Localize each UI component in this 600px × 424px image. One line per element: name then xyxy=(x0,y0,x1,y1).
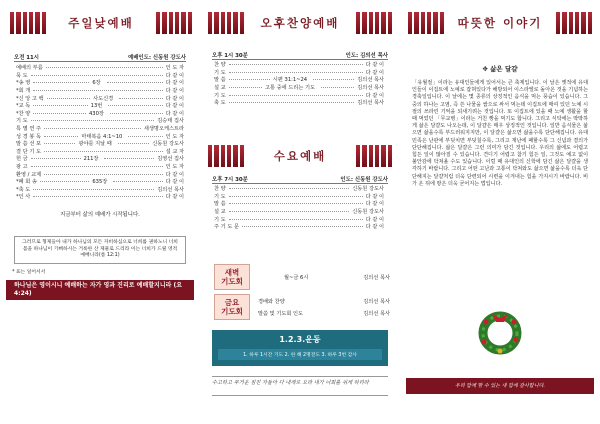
order-item-person: 김의선 목사 xyxy=(157,186,184,193)
sunday-time-row xyxy=(14,53,186,61)
pm-banner xyxy=(208,10,392,36)
order-row xyxy=(214,185,384,193)
leader-dots xyxy=(44,151,163,152)
order-item-name: *회 개 xyxy=(16,88,31,95)
order-item-name: 예배의 부름 xyxy=(16,65,43,72)
leader-dots xyxy=(313,79,354,80)
order-row xyxy=(214,208,384,216)
story-banner xyxy=(408,10,592,36)
sunday-title: 주일낮예배 xyxy=(64,15,138,31)
flower-icon-left: ✥ xyxy=(482,65,491,73)
leader-dots xyxy=(33,82,89,83)
order-item-name: 찬 양 xyxy=(214,186,226,193)
order-item-name: 광 고 xyxy=(16,164,28,171)
banner-stripes-right xyxy=(156,12,192,34)
order-row xyxy=(16,87,184,95)
leader-dots xyxy=(118,143,149,144)
order-item-name: *축 도 xyxy=(16,186,31,193)
leader-dots xyxy=(229,188,350,189)
order-item-name: 특 별 연 주 xyxy=(16,126,41,133)
banner-stripes-left xyxy=(208,145,244,167)
movement-text: 1. 하루 1시간 기도 2. 한 해 2명전도 3. 하루 3번 감사 xyxy=(218,349,382,360)
banner-stripes-left xyxy=(208,12,244,34)
order-item-name: 환영 / 교제 xyxy=(16,171,42,178)
leader-dots xyxy=(229,79,270,80)
order-row xyxy=(16,79,184,87)
order-row xyxy=(214,91,384,99)
order-row xyxy=(16,110,184,118)
order-row xyxy=(214,193,384,201)
order-item-name: 기 도 xyxy=(214,92,226,99)
leader-dots xyxy=(104,158,154,159)
order-item-person: 다 같 이 xyxy=(165,171,184,178)
wed-leader: 인도: 신동원 강도사 xyxy=(340,177,388,183)
order-item-name: 설 교 xyxy=(214,85,226,92)
order-item-name: 기 도 xyxy=(16,118,28,125)
fri-row2-left: 말씀 및 기도회 인도 xyxy=(258,311,304,317)
leader-dots xyxy=(33,90,162,91)
movement-box xyxy=(212,330,388,366)
wed-banner xyxy=(208,143,392,169)
order-item-detail: 광야를 지날 때 xyxy=(78,141,112,148)
fri-label-2: 기도회 xyxy=(221,307,243,316)
order-row xyxy=(214,61,384,69)
order-item-name: *신 앙 고 백 xyxy=(16,95,44,102)
wed-divider xyxy=(212,183,388,184)
leader-dots xyxy=(229,95,363,96)
order-item-person: 다 같 이 xyxy=(365,193,384,200)
wed-time-row xyxy=(212,175,388,183)
leader-dots xyxy=(229,196,363,197)
order-item-person: 인 도 자 xyxy=(165,133,184,140)
pm-leader: 인도: 김의선 목사 xyxy=(345,53,388,59)
order-item-detail: 마태복음 4:1~10 xyxy=(81,133,123,140)
leader-dots xyxy=(31,75,163,76)
banner-stripes-right xyxy=(356,12,392,34)
order-item-person: 신동원 강도사 xyxy=(152,141,184,148)
order-item-detail: 시편 31:1~24 xyxy=(272,77,308,84)
leader-dots xyxy=(47,98,91,99)
dawn-prayer-row xyxy=(284,274,390,281)
sunday-order-list xyxy=(16,64,184,201)
order-item-person: 다 같 이 xyxy=(165,179,185,186)
order-item-detail: 13번 xyxy=(90,103,103,110)
order-row xyxy=(214,76,384,84)
leader-dots xyxy=(44,174,163,175)
column-sunday-service xyxy=(0,0,200,424)
order-item-person: 다 같 이 xyxy=(165,110,184,117)
order-item-detail: 211장 xyxy=(83,156,99,163)
order-item-person: 신동원 강도사 xyxy=(352,186,384,193)
order-item-person: 다 같 이 xyxy=(165,80,185,87)
order-item-person: 설 교 자 xyxy=(165,148,184,155)
leader-dots xyxy=(107,82,163,83)
order-row xyxy=(16,148,184,156)
order-item-person: 인 도 자 xyxy=(165,164,184,171)
leader-dots xyxy=(33,189,154,190)
order-item-name: 기 도 xyxy=(214,193,226,200)
order-item-name: 찬 양 xyxy=(214,62,226,69)
order-item-person: 다 같 이 xyxy=(365,69,384,76)
order-item-detail: 사도신경 xyxy=(93,95,114,102)
leader-dots xyxy=(110,113,163,114)
order-row xyxy=(16,64,184,72)
order-row xyxy=(16,132,184,140)
order-row xyxy=(16,140,184,148)
leader-dots xyxy=(33,196,162,197)
leader-dots xyxy=(119,98,163,99)
fri-row2-who: 김의선 목사 xyxy=(363,311,390,317)
order-item-name: 성 경 봉 독 xyxy=(16,133,41,140)
leader-dots xyxy=(44,143,75,144)
order-item-person: 다 같 이 xyxy=(165,95,185,102)
order-item-name: 기 도 xyxy=(214,216,226,223)
order-row xyxy=(16,170,184,178)
order-row xyxy=(16,178,184,186)
leader-dots xyxy=(229,219,363,220)
story-header: 따뜻한 이야기 xyxy=(454,15,547,31)
leader-dots xyxy=(229,87,262,88)
friday-row-1 xyxy=(258,298,390,305)
order-item-person: 다 같 이 xyxy=(365,92,384,99)
dawn-label-2: 기도회 xyxy=(221,277,243,286)
leader-dots xyxy=(33,105,87,106)
story-bottom-band: 우리 함께 할 수 있는 새 힘에 감사합니다. xyxy=(406,378,594,394)
fri-row1-left: 경배와 찬양 xyxy=(258,299,285,305)
order-row xyxy=(214,200,384,208)
order-item-person: 새생명오케스트라 xyxy=(143,126,184,133)
order-row xyxy=(16,193,184,201)
order-item-person: 다 같 이 xyxy=(365,201,384,208)
order-item-name: 묵 도 xyxy=(16,72,28,79)
order-item-person: 다 같 이 xyxy=(365,216,384,223)
sunday-banner xyxy=(10,10,192,36)
order-row xyxy=(16,163,184,171)
banner-stripes-right xyxy=(556,12,592,34)
leader-dots xyxy=(44,128,141,129)
order-item-name: *교 독 xyxy=(16,103,31,110)
order-item-person: 다 같 이 xyxy=(165,72,184,79)
sunday-divider xyxy=(14,61,186,62)
banner-stripes-left xyxy=(408,12,444,34)
order-item-name: *폐 회 송 xyxy=(16,179,37,186)
order-item-name: 말 씀 xyxy=(214,201,226,208)
order-item-detail: 6장 xyxy=(92,80,101,87)
order-item-name: *찬 양 xyxy=(16,110,31,117)
pm-time-row xyxy=(212,51,388,59)
wed-title: 수요예배 xyxy=(270,148,330,164)
friday-prayer-label xyxy=(214,294,250,320)
order-item-name: 축 도 xyxy=(214,100,226,107)
leader-dots xyxy=(229,72,363,73)
order-row xyxy=(16,94,184,102)
column-other-services xyxy=(200,0,400,424)
order-item-detail: 430장 xyxy=(89,110,104,117)
order-row xyxy=(16,102,184,110)
stand-note: * 표는 일어서서 xyxy=(12,270,46,275)
order-item-person: 다 같 이 xyxy=(165,88,184,95)
order-item-detail: 635장 xyxy=(92,179,108,186)
order-item-name: *송 영 xyxy=(16,80,31,87)
order-item-name: 말 씀 xyxy=(214,77,226,84)
leader-dots xyxy=(44,136,78,137)
order-item-name: 주 기 도 문 xyxy=(214,224,239,231)
order-row xyxy=(214,84,384,92)
verse-box xyxy=(14,236,186,264)
order-item-person: 다 같 이 xyxy=(365,62,384,69)
leader-dots xyxy=(229,211,350,212)
order-row xyxy=(16,72,184,80)
dawn-who: 김의선 목사 xyxy=(363,275,390,281)
order-item-name: 설 교 xyxy=(214,209,226,216)
movement-title: 1.2.3.운동 xyxy=(279,335,321,344)
order-item-person: 신동원 강도사 xyxy=(352,209,384,216)
order-item-person: 인 도 자 xyxy=(165,65,184,72)
order-row xyxy=(214,99,384,107)
banner-stripes-left xyxy=(10,12,46,34)
leader-dots xyxy=(229,102,355,103)
dawn-time: 월~금 6시 xyxy=(284,275,309,281)
leader-dots xyxy=(33,113,86,114)
sunday-footer-note: 지금부터 삶의 예배가 시작됩니다. xyxy=(60,212,140,218)
order-item-person: 다 같 이 xyxy=(365,224,384,231)
pm-order-list xyxy=(214,61,384,107)
order-row xyxy=(214,215,384,223)
order-row xyxy=(214,69,384,77)
sunday-leader: 예배인도: 신동원 강도사 xyxy=(128,55,186,61)
dawn-prayer-label xyxy=(214,264,250,290)
order-item-name: *인 사 xyxy=(16,194,31,201)
leader-dots xyxy=(31,166,163,167)
order-row xyxy=(16,155,184,163)
order-item-name: 기 도 xyxy=(214,69,226,76)
order-row xyxy=(16,125,184,133)
order-row xyxy=(16,186,184,194)
order-item-person: 다 같 이 xyxy=(165,103,185,110)
banner-stripes-right xyxy=(356,145,392,167)
order-item-person: 다 같 이 xyxy=(165,194,184,201)
order-item-person: 김의선 목사 xyxy=(357,85,385,92)
order-item-person: 김의선 목사 xyxy=(357,77,385,84)
sunday-bottom-band: 하나님은 영이시니 예배하는 자가 영과 진리로 예배할지니라 (요4:24) xyxy=(6,280,194,300)
leader-dots xyxy=(46,67,163,68)
story-title-row xyxy=(412,64,588,73)
order-item-name: 헌 금 xyxy=(16,156,28,163)
story-body: 「유월절」이라는 유대인들에게 있어서는 큰 축제입니다. 이 날은 옛적에 유대인들이 이집트에 노예로 잡혀있다가 해방되어 이스라엘로 돌아온 것을 기념하는 경축일입니다. 이 날에는 몇 종류의 상징적인 음식을 먹는 풍습이 있습니다. 그 중의 하나는 고염, 즉 쓴 나물을 쌈으로 싸서 먹는데 이집트에 매여 있던 노예 시절의 쓰라린 기억을 되새기려는 것입니다. 또 이집트에 있을 때 노예 생활을 할 때 먹었던 「무교병」이라는 거친 빵을 먹기도 합니다. 그리고 식탁에는 딱딱하게 삶은 달걀도 나오는데, 이 달걀은 매우 상징적인 것입니다. 일반 음식물은 삶으면 삶을수록 부드러워지지만, 이 달걀은 삶으면 삶을수록 단단해집니다. 유대 민족은 난관에 부딪치면 부딪칠수록, 그리고 재난에 패할수록 그 신념과 결의가 단단해집니다. 삶은 달걀은 그런 의미가 담긴 것입니다. 우리의 삶에도 어렵고 힘든 일이 많아질 수 있습니다. 견디기 어렵고 참기 힘든 일, 그것도 예고 없이 불안감에 닥쳐올 수도 있습니다. 이럴 때 유대인의 신학에 담긴 삶은 달걀을 생각하기 바랍니다. 그리고 어떤 고난과 고통이 닥쳐와도 삶으면 삶을수록 더욱 단단해지는 달걀처럼 더욱 단련되어 시련을 이겨내는 힘을 가지시기 바랍니다. 비가 온 뒤에 땅은 더욱 굳어지는 법입니다. xyxy=(412,80,588,187)
leader-dots xyxy=(31,120,155,121)
bottom-verse: 수고하고 무거운 짐진 자들아 다 내게로 오라 내가 너희를 쉬게 하리라 xyxy=(212,376,388,396)
leader-dots xyxy=(242,226,363,227)
leader-dots xyxy=(321,87,354,88)
story-title: 삶은 달걀 xyxy=(490,65,518,73)
order-item-person: 김승태 집사 xyxy=(157,118,184,125)
leader-dots xyxy=(31,158,81,159)
leader-dots xyxy=(108,105,162,106)
leader-dots xyxy=(229,203,363,204)
order-row xyxy=(16,117,184,125)
leader-dots xyxy=(128,136,162,137)
sunday-time: 오전 11시 xyxy=(14,55,40,61)
column-warm-story xyxy=(400,0,600,424)
leader-dots xyxy=(113,181,162,182)
pm-divider xyxy=(212,59,388,60)
friday-row-2 xyxy=(258,310,390,317)
wed-time: 오후 7시 30분 xyxy=(212,177,248,183)
order-item-detail: 고통 중에 드리는 기도 xyxy=(264,85,316,92)
wreath-icon xyxy=(468,308,532,358)
order-item-name: 말 씀 선 포 xyxy=(16,141,41,148)
leader-dots xyxy=(40,181,89,182)
dawn-label-1: 새벽 xyxy=(224,268,240,277)
order-item-person: 김영선 집사 xyxy=(157,156,184,163)
order-row xyxy=(214,223,384,231)
wed-order-list xyxy=(214,185,384,231)
verse-text: 그러므로 형제들아 내가 하나님의 모든 자비하심으로 너희를 권하노니 너희 몸을 하나님이 기뻐하시는 거룩한 산 제물로 드리라 이는 너희가 드릴 영적 예배니라(롬 12:1) xyxy=(22,240,178,258)
pm-title: 오후찬양예배 xyxy=(257,15,344,31)
pm-time: 오후 1시 30분 xyxy=(212,53,248,59)
leader-dots xyxy=(229,64,363,65)
fri-row1-who: 김의선 목사 xyxy=(363,299,390,305)
order-item-person: 김의선 목사 xyxy=(357,100,384,107)
fri-label-1: 금요 xyxy=(224,298,240,307)
order-item-name: 결 단 기 도 xyxy=(16,148,41,155)
